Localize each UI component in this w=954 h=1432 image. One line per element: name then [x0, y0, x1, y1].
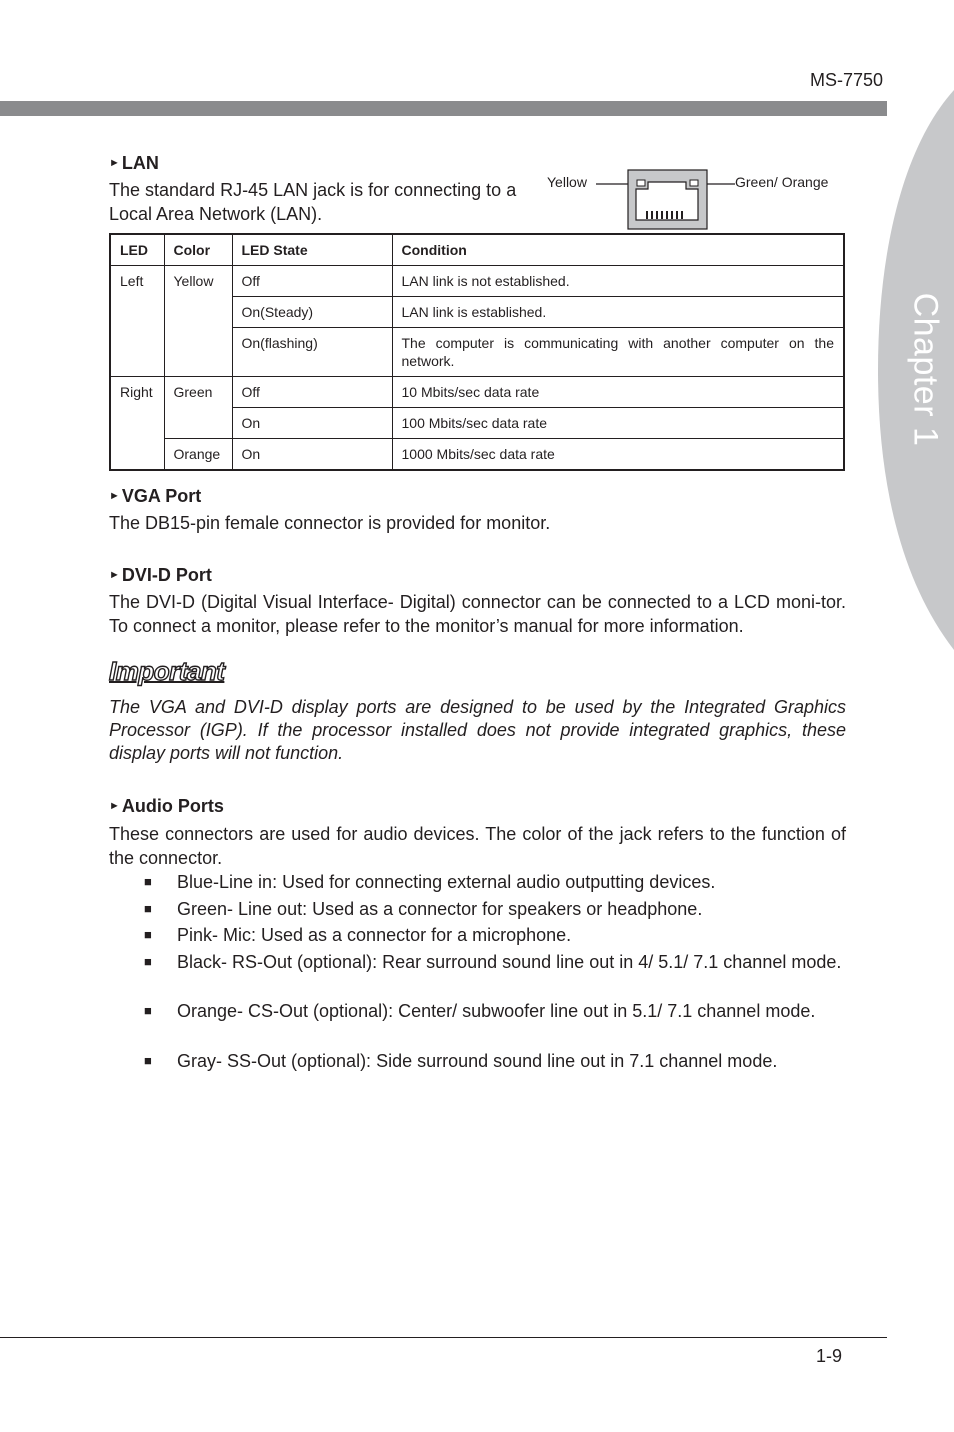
- state-cell: Off: [232, 266, 392, 297]
- table-row: [110, 266, 844, 297]
- audio-description: These connectors are used for audio devices. The color of the jack refers to the function of the connector.: [109, 824, 846, 868]
- triangle-bullet-icon: ►: [109, 800, 120, 812]
- condition-cell: The computer is communicating with another computer on the network.: [392, 328, 844, 377]
- dvi-description: The DVI-D (Digital Visual Interface- Digital) connector can be connected to a LCD moni-tor. To connect a monitor, please refer to the monitor’s manual for more information.: [109, 592, 846, 636]
- led-cell-right: Right: [110, 377, 164, 471]
- state-cell: On: [232, 439, 392, 471]
- square-bullet-icon: ■: [144, 954, 152, 969]
- lan-diagram-yellow-label: Yellow: [547, 174, 587, 190]
- list-item: Orange- CS-Out (optional): Center/ subwoofer line out in 5.1/ 7.1 channel mode.: [177, 1001, 816, 1021]
- vga-title-text: VGA Port: [121, 486, 202, 506]
- audio-section-title: [109, 796, 224, 817]
- condition-cell: 1000 Mbits/sec data rate: [392, 439, 844, 471]
- state-cell: Off: [232, 377, 392, 408]
- condition-cell: LAN link is established.: [392, 297, 844, 328]
- lan-led-table: [109, 233, 845, 471]
- list-item: Pink- Mic: Used as a connector for a microphone.: [177, 925, 572, 945]
- square-bullet-icon: ■: [144, 901, 152, 916]
- state-cell: On(Steady): [232, 297, 392, 328]
- table-header-condition: Condition: [392, 234, 844, 266]
- lan-diagram-green-orange-label: Green/ Orange: [735, 174, 829, 190]
- state-cell: On(flashing): [232, 328, 392, 377]
- condition-cell: 10 Mbits/sec data rate: [392, 377, 844, 408]
- triangle-bullet-icon: ►: [109, 490, 120, 502]
- condition-cell: 100 Mbits/sec data rate: [392, 408, 844, 439]
- lan-description-line1: The standard RJ-45 LAN jack is for connecting to a: [109, 180, 517, 200]
- list-item: Green- Line out: Used as a connector for speakers or headphone.: [177, 899, 703, 919]
- led-cell-left: Left: [110, 266, 164, 377]
- triangle-bullet-icon: ►: [109, 157, 120, 169]
- model-number: MS-7750: [809, 70, 883, 90]
- lan-section-title: [109, 153, 159, 174]
- state-cell: On: [232, 408, 392, 439]
- color-cell-yellow: Yellow: [164, 266, 232, 377]
- dvi-section-title: [109, 565, 212, 586]
- lan-description-line2: Local Area Network (LAN).: [109, 204, 323, 224]
- triangle-bullet-icon: ►: [109, 569, 120, 581]
- footer-rule: [0, 1337, 887, 1338]
- square-bullet-icon: ■: [144, 927, 152, 942]
- square-bullet-icon: ■: [144, 874, 152, 889]
- table-row: [110, 377, 844, 408]
- square-bullet-icon: ■: [144, 1003, 152, 1018]
- color-cell-green: Green: [164, 377, 232, 439]
- page-number: 1-9: [816, 1346, 843, 1366]
- color-cell-orange: Orange: [164, 439, 232, 471]
- list-item: Gray- SS-Out (optional): Side surround sound line out in 7.1 channel mode.: [177, 1051, 778, 1071]
- list-item: Black- RS-Out (optional): Rear surround sound line out in 4/ 5.1/ 7.1 channel mode.: [177, 952, 842, 972]
- square-bullet-icon: ■: [144, 1053, 152, 1068]
- lan-title-text: LAN: [121, 153, 159, 173]
- table-header-color: Color: [164, 234, 232, 266]
- rj45-jack-icon: [590, 165, 740, 235]
- table-header-led: LED: [110, 234, 164, 266]
- audio-title-text: Audio Ports: [121, 796, 224, 816]
- table-header-led-state: LED State: [232, 234, 392, 266]
- vga-description: The DB15-pin female connector is provided for monitor.: [109, 513, 551, 533]
- chapter-label: Chapter 1: [906, 292, 945, 447]
- table-row: [110, 439, 844, 471]
- important-heading: Important: [109, 656, 225, 686]
- dvi-title-text: DVI-D Port: [121, 565, 212, 585]
- condition-cell: LAN link is not established.: [392, 266, 844, 297]
- important-note: The VGA and DVI-D display ports are designed to be used by the Integrated Graphics Processor (IGP). If the processor installed does not provide integrated graphics, these display ports will not function.: [109, 697, 846, 763]
- table-header-row: [110, 234, 844, 266]
- vga-section-title: [109, 486, 201, 507]
- list-item: Blue-Line in: Used for connecting external audio outputting devices.: [177, 872, 716, 892]
